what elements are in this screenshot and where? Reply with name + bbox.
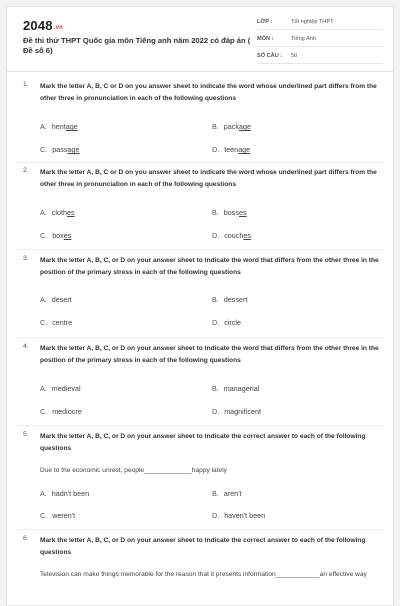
option-text: teen xyxy=(224,145,239,154)
option-letter: B. xyxy=(212,489,219,498)
option-b[interactable] xyxy=(212,208,247,217)
option-text: aren't xyxy=(223,489,242,498)
question-text: Mark the letter A, B, C, or D on your answer sheet to indicate the word that differs from the other three in the position of the primary stress in each of the following questions xyxy=(40,257,379,276)
question-stem: Television can make things memorable for the reason that it presents information____________an effective way xyxy=(40,571,367,578)
option-text: haven't been xyxy=(224,511,266,520)
option-text: dessert xyxy=(223,295,248,304)
option-text: pack xyxy=(223,122,239,131)
option-underlined: age xyxy=(238,122,251,131)
divider xyxy=(17,249,385,250)
meta-value: 50 xyxy=(291,53,298,59)
option-text: circle xyxy=(224,318,241,327)
option-letter: C. xyxy=(40,145,48,154)
option-text: weren't xyxy=(52,511,76,520)
option-letter: A. xyxy=(40,122,47,131)
question-number: 1. xyxy=(23,81,29,88)
divider xyxy=(17,425,385,426)
site-logo[interactable] xyxy=(23,18,63,33)
question-number: 3. xyxy=(23,255,29,262)
question-text: Mark the letter A, B, C or D on you answer sheet to indicate the word whose underlined part differs from the other three in pronunciation in each of the following questions xyxy=(40,169,377,188)
option-text: magnificent xyxy=(224,407,261,416)
option-a[interactable] xyxy=(40,208,75,217)
option-letter: A. xyxy=(40,295,47,304)
option-text: pass xyxy=(52,145,68,154)
option-d[interactable] xyxy=(212,145,250,154)
option-text: box xyxy=(52,231,64,240)
meta-key: SỐ CÂU : xyxy=(257,53,283,59)
option-letter: B. xyxy=(212,295,219,304)
option-underlined: age xyxy=(67,145,80,154)
option-letter: D. xyxy=(212,231,220,240)
option-text: herit xyxy=(51,122,66,131)
divider xyxy=(17,529,385,530)
question-text: Mark the letter A, B, C, or D on your answer sheet to indicate the word that differs from the other three in the position of the primary stress in each of the following questions xyxy=(40,345,379,364)
exam-title: Đề thi thử THPT Quốc gia môn Tiếng anh năm 2022 có đáp án ( Đề số 6) xyxy=(23,36,251,55)
option-letter: A. xyxy=(40,384,47,393)
meta-value: Tiếng Anh xyxy=(291,36,316,42)
option-d[interactable] xyxy=(212,318,241,327)
question-number: 4. xyxy=(23,343,29,350)
option-a[interactable] xyxy=(40,489,89,498)
divider xyxy=(17,337,385,338)
option-letter: C. xyxy=(40,511,48,520)
logo-text: 2048 xyxy=(23,18,53,33)
option-text: desert xyxy=(51,295,72,304)
question-number: 5. xyxy=(23,431,29,438)
option-underlined: age xyxy=(238,145,251,154)
option-text: cloth xyxy=(51,208,67,217)
option-letter: D. xyxy=(212,511,220,520)
option-letter: D. xyxy=(212,318,220,327)
meta-key: MÔN : xyxy=(257,36,274,42)
meta-count xyxy=(257,50,383,64)
meta-subject xyxy=(257,33,383,47)
option-text: couch xyxy=(224,231,244,240)
option-letter: D. xyxy=(212,145,220,154)
option-letter: C. xyxy=(40,407,48,416)
option-c[interactable] xyxy=(40,511,75,520)
option-text: centre xyxy=(52,318,73,327)
question-number: 2. xyxy=(23,167,29,174)
question-stem: Due to the economic unrest, people_____________happy lately xyxy=(40,467,227,474)
exam-page xyxy=(6,6,394,606)
option-letter: A. xyxy=(40,489,47,498)
option-b[interactable] xyxy=(212,122,251,131)
option-a[interactable] xyxy=(40,122,78,131)
option-text: managerial xyxy=(223,384,260,393)
option-b[interactable] xyxy=(212,489,242,498)
option-underlined: es xyxy=(243,231,251,240)
option-underlined: es xyxy=(63,231,72,240)
option-a[interactable] xyxy=(40,384,81,393)
divider xyxy=(17,162,385,163)
exam-header xyxy=(7,7,393,72)
option-a[interactable] xyxy=(40,295,72,304)
meta-value: Tốt nghiệp THPT xyxy=(291,19,334,25)
option-letter: A. xyxy=(40,208,47,217)
meta-class xyxy=(257,16,383,30)
option-c[interactable] xyxy=(40,407,82,416)
option-underlined: es xyxy=(66,208,75,217)
question-number: 6. xyxy=(23,535,29,542)
option-letter: B. xyxy=(212,208,219,217)
option-d[interactable] xyxy=(212,407,261,416)
option-c[interactable] xyxy=(40,231,71,240)
option-underlined: age xyxy=(65,122,78,131)
option-text: medieval xyxy=(51,384,81,393)
question-text: Mark the letter A, B, C, or D on your answer sheet to indicate the correct answer to each of the following questions xyxy=(40,537,366,556)
option-letter: C. xyxy=(40,318,48,327)
option-letter: C. xyxy=(40,231,48,240)
option-d[interactable] xyxy=(212,511,265,520)
option-b[interactable] xyxy=(212,384,259,393)
logo-tld: .vn xyxy=(53,25,64,31)
option-c[interactable] xyxy=(40,145,79,154)
question-text: Mark the letter A, B, C, or D on your answer sheet to indicate the correct answer to each of the following questions xyxy=(40,433,366,452)
option-b[interactable] xyxy=(212,295,247,304)
option-underlined: es xyxy=(238,208,247,217)
option-letter: B. xyxy=(212,384,219,393)
meta-key: LỚP : xyxy=(257,19,273,25)
option-letter: B. xyxy=(212,122,219,131)
option-c[interactable] xyxy=(40,318,72,327)
option-text: boss xyxy=(223,208,239,217)
option-text: hadn't been xyxy=(51,489,90,498)
question-text: Mark the letter A, B, C or D on you answer sheet to indicate the word whose underlined part differs from the other three in pronunciation in each of the following questions xyxy=(40,83,377,102)
option-letter: D. xyxy=(212,407,220,416)
option-text: mediocre xyxy=(52,407,82,416)
option-d[interactable] xyxy=(212,231,251,240)
